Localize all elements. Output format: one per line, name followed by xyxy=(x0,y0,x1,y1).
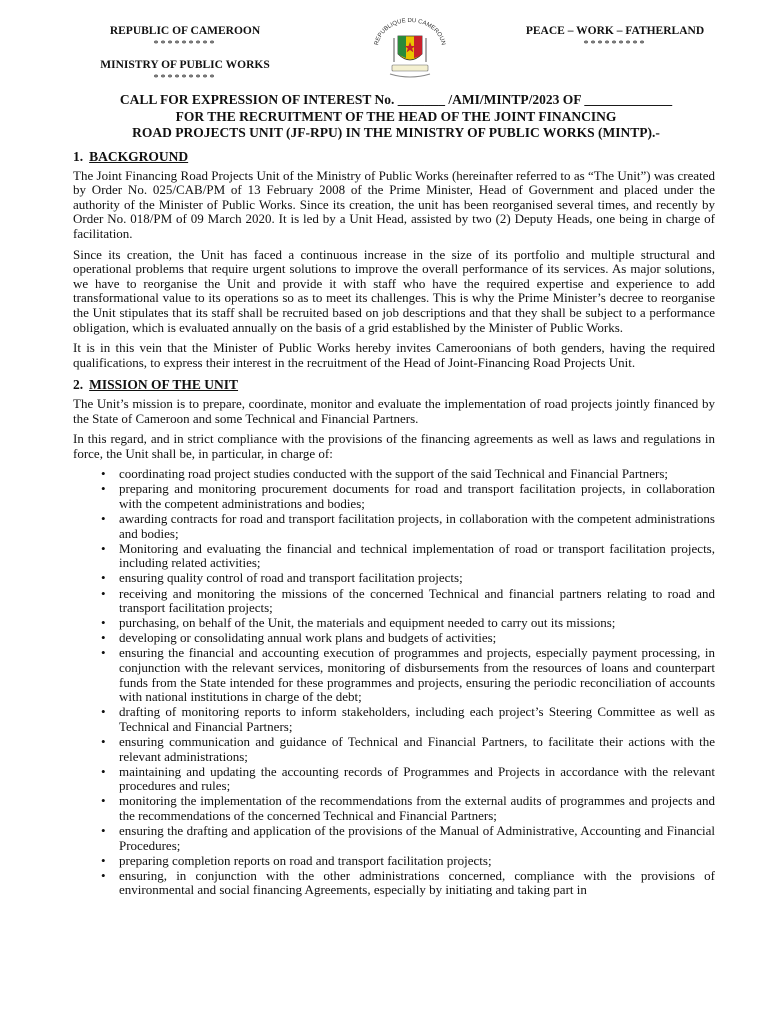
list-item: • purchasing, on behalf of the Unit, the materials and equipment needed to carry out its missions; xyxy=(119,616,715,631)
list-item: • ensuring the drafting and application of the provisions of the Manual of Administrative, Accounting and Financial Procedures; xyxy=(119,824,715,853)
list-item: • drafting of monitoring reports to inform stakeholders, including each project’s Steering Committee as well as Technical and Financial Partners; xyxy=(119,705,715,734)
list-item: • preparing completion reports on road and transport facilitation projects; xyxy=(119,854,715,869)
header-right-block xyxy=(505,24,725,52)
header-left-block xyxy=(80,24,290,86)
section-title: MISSION OF THE UNIT xyxy=(89,377,239,393)
list-item: • ensuring quality control of road and transport facilitation projects; xyxy=(119,571,715,586)
list-item: • ensuring the financial and accounting execution of programmes and projects, especially payment processing, in conjunction with the relevant services, monitoring of disbursements from the resources of loans and counterpart funds from the State intended for these programmes and projects, ensuring the periodic reconciliation of accounts with national institutions in charge of the debt; xyxy=(119,646,715,704)
paragraph: The Joint Financing Road Projects Unit of the Ministry of Public Works (hereinafter referred to as “The Unit”) was created by Order No. 025/CAB/PM of 13 February 2008 of the Prime Minister, Head of Government and placed under the authority of the Minister of Public Works. Since its creation, the unit has been reorganised several times, and recently by Order No. 018/PM of 09 March 2020. It is led by a Unit Head, assisted by two (2) Deputy Heads, one being in charge of facilitation. xyxy=(73,167,715,241)
header-stars: ********* xyxy=(583,39,647,50)
paragraph: In this regard, and in strict compliance with the provisions of the financing agreements as well as laws and regulations in force, the Unit shall be, in particular, in charge of: xyxy=(73,431,715,461)
title-line-1: CALL FOR EXPRESSION OF INTEREST No. _______ /AMI/MINTP/2023 OF _____________ xyxy=(119,92,673,107)
list-item: • ensuring communication and guidance of Technical and Financial Partners, to facilitate their actions with the relevant administrations; xyxy=(119,735,715,764)
header-stars: ********* xyxy=(153,73,217,84)
list-item: • coordinating road project studies conducted with the support of the said Technical and Financial Partners; xyxy=(119,467,715,482)
list-item: • monitoring the implementation of the recommendations from the external audits of programmes and projects and the recommendations of the concerned Technical and Financial Partners; xyxy=(119,794,715,823)
paragraph: It is in this vein that the Minister of Public Works hereby invites Cameroonians of both genders, having the required qualifications, to express their interest in the recruitment of the Head of Joint-Financing Road Projects Unit. xyxy=(73,340,715,370)
coat-of-arms-emblem xyxy=(370,18,450,80)
document-title xyxy=(56,92,736,142)
section-number: 1. xyxy=(73,149,84,164)
section-number: 2. xyxy=(73,377,84,393)
ministry-name: MINISTRY OF PUBLIC WORKS xyxy=(100,59,270,71)
list-item: • developing or consolidating annual work plans and budgets of activities; xyxy=(119,631,715,646)
list-item: • maintaining and updating the accounting records of Programmes and Projects in accordance with the relevant procedures and rules; xyxy=(119,765,715,794)
title-line-3: ROAD PROJECTS UNIT (JF-RPU) IN THE MINISTRY OF PUBLIC WORKS (MINTP).- xyxy=(132,125,660,140)
mission-bullet-list xyxy=(73,467,715,898)
section-heading-mission xyxy=(73,378,715,393)
list-item: • awarding contracts for road and transport facilitation projects, in collaboration with the competent administrations and bodies; xyxy=(119,512,715,541)
list-item: • ensuring, in conjunction with the other administrations concerned, compliance with the provisions of environmental and social financing Agreements, especially by initiating and taking part in xyxy=(119,869,715,898)
list-item: • receiving and monitoring the missions of the concerned Technical and financial partners relating to road and transport facilitation projects; xyxy=(119,587,715,616)
document-body xyxy=(73,150,715,899)
section-heading-background xyxy=(73,150,715,165)
header-stars: ********* xyxy=(153,39,217,50)
paragraph: The Unit’s mission is to prepare, coordinate, monitor and evaluate the implementation of road projects jointly financed by the State of Cameroon and some Technical and Financial Partners. xyxy=(73,395,715,426)
country-name: REPUBLIC OF CAMEROON xyxy=(109,25,261,37)
list-item: • preparing and monitoring procurement documents for road and transport facilitation projects, in collaboration with the competent administrations and bodies; xyxy=(119,482,715,511)
list-item: • Monitoring and evaluating the financial and technical implementation of road or transport facilitation projects, including related activities; xyxy=(119,542,715,571)
national-motto: PEACE – WORK – FATHERLAND xyxy=(525,25,705,37)
section-title: BACKGROUND xyxy=(89,149,189,164)
emblem-arc-text: REPUBLIQUE DU CAMEROUN xyxy=(374,18,446,46)
paragraph: Since its creation, the Unit has faced a continuous increase in the size of its portfolio and multiple structural and operational problems that require urgent solutions to improve the overall performance of its services. As major solutions, we have to reorganise the Unit and provide it with staff who have the required expertise and experience to add transformational value to its operations so as to meet its challenges. This is why the Prime Minister’s decree to reorganise the Unit stipulates that its staff shall be recruited based on job descriptions and that they shall be subject to a performance obligation, which is evaluated annually on the basis of a grid established by the Minister of Public Works. xyxy=(73,246,715,335)
title-line-2: FOR THE RECRUITMENT OF THE HEAD OF THE JOINT FINANCING xyxy=(175,108,617,124)
